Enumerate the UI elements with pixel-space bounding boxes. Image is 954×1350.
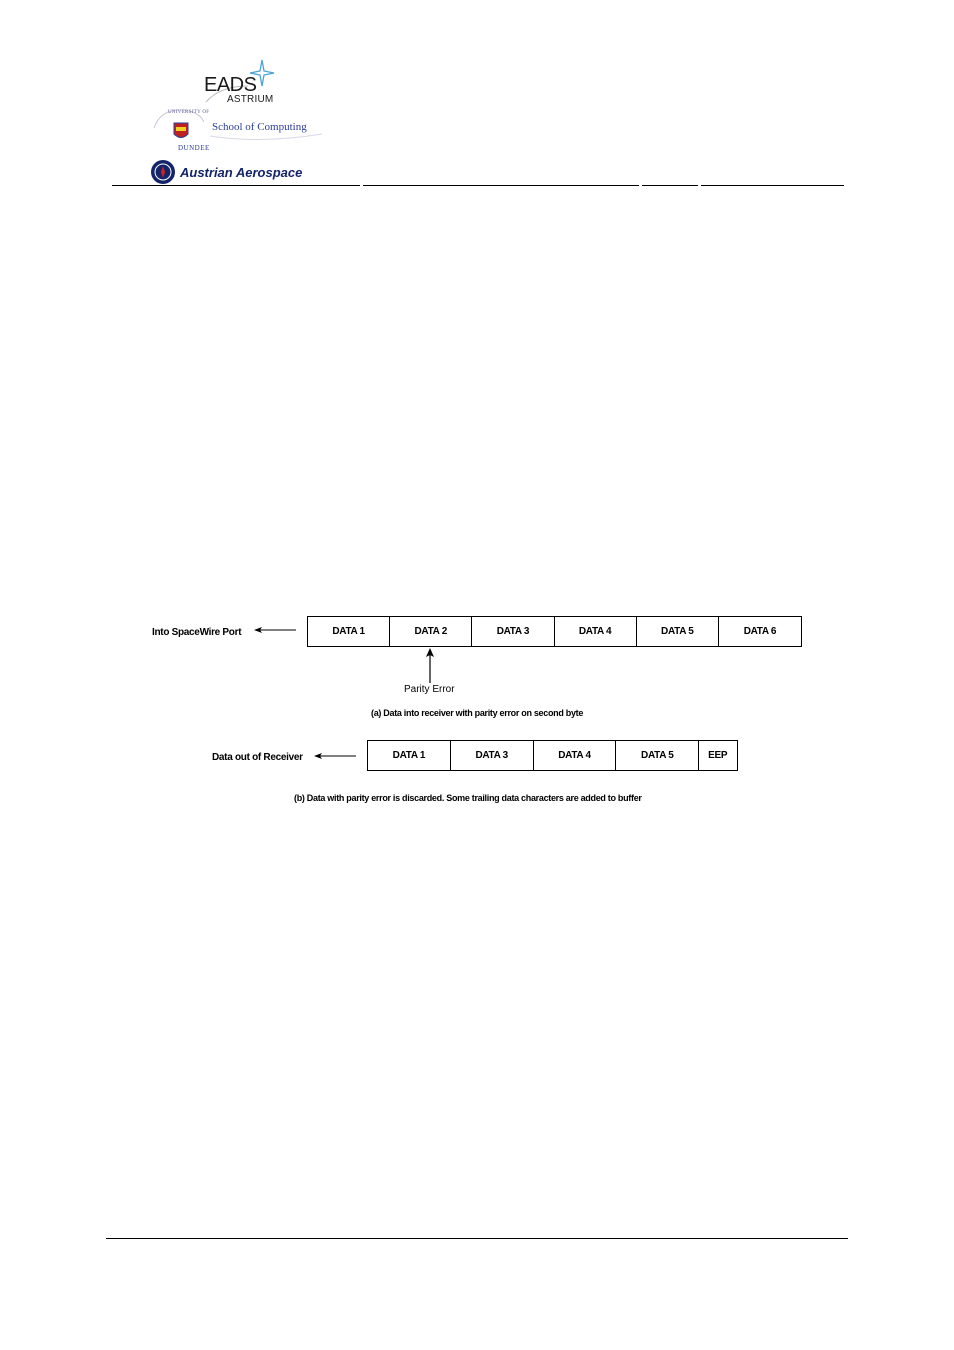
- data-cell: DATA 2: [390, 617, 472, 646]
- austrian-aerospace-emblem-icon: [150, 159, 178, 187]
- eads-astrium-logo: [200, 56, 290, 108]
- austrian-aerospace-text: Austrian Aerospace: [180, 165, 303, 180]
- data-cell: DATA 5: [616, 741, 699, 770]
- up-arrow-icon: [425, 648, 435, 684]
- school-of-computing-text: School of Computing: [212, 121, 307, 133]
- dundee-school-of-computing-logo: [150, 108, 335, 158]
- footer-rule: [106, 1238, 848, 1239]
- parity-error-label: Parity Error: [404, 684, 455, 695]
- left-arrow-icon: [252, 625, 302, 635]
- data-cell: DATA 3: [451, 741, 534, 770]
- data-out-of-receiver-label: Data out of Receiver: [212, 752, 303, 763]
- dundee-text: DUNDEE: [178, 144, 210, 152]
- caption-a: (a) Data into receiver with parity error on second byte: [371, 708, 584, 718]
- data-cell: DATA 1: [308, 617, 390, 646]
- austrian-aerospace-logo: [150, 158, 340, 188]
- data-cell: DATA 5: [637, 617, 719, 646]
- data-cell: DATA 3: [472, 617, 554, 646]
- caption-b: (b) Data with parity error is discarded. Some trailing data characters are added to buffer: [294, 793, 642, 803]
- data-cell: DATA 1: [368, 741, 451, 770]
- left-arrow-icon: [312, 751, 362, 761]
- into-spacewire-port-label: Into SpaceWire Port: [152, 627, 242, 638]
- university-of-text: UNIVERSITY OF: [168, 110, 210, 115]
- header-rule: [112, 185, 844, 187]
- eep-cell: EEP: [708, 750, 728, 761]
- eads-logo-text: EADS: [204, 74, 257, 96]
- input-data-sequence: [307, 616, 802, 647]
- data-cell: DATA 4: [555, 617, 637, 646]
- data-cell: DATA 6: [743, 626, 777, 637]
- data-cell: DATA 4: [534, 741, 617, 770]
- astrium-logo-text: ASTRIUM: [227, 94, 274, 105]
- output-data-sequence: [367, 740, 738, 771]
